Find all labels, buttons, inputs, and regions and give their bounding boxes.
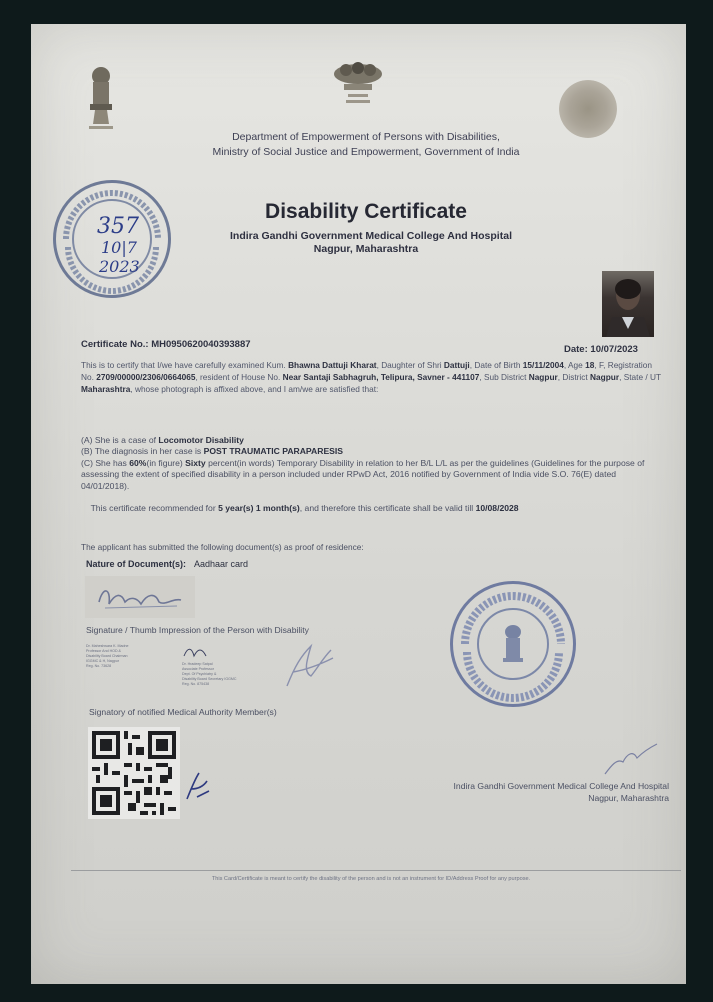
certificate-paper <box>31 24 686 984</box>
hospital-signature-line-1: Indira Gandhi Government Medical College And Hospital <box>453 781 669 791</box>
hospital-seal-icon <box>450 581 576 707</box>
department-line-1: Department of Empowerment of Persons with Disabilities, <box>232 131 500 143</box>
certificate-date: Date: 10/07/2023 <box>564 344 638 355</box>
findings-list <box>81 435 666 492</box>
hospital-signature-icon <box>601 740 661 780</box>
validity-statement: This certificate recommended for 5 year(s) 1 month(s), and therefore this certificate shall be valid till 10/08/2028 <box>90 503 519 513</box>
hospital-name: Indira Gandhi Government Medical College And Hospital <box>230 230 512 242</box>
certificate-title: Disability Certificate <box>265 200 467 223</box>
certificate-number: Certificate No.: MH0950620040393887 <box>81 339 251 350</box>
hospital-signature-line-2: Nagpur, Maharashtra <box>588 792 669 803</box>
finding-c: (C) She has 60%(in figure) Sixty percent(in words) Temporary Disability in relation to her B/L L/L as per the guidelines (Guidelines for the purpose of assessing the extent of specified disability in a person included under RPwD Act, 2016 notified by Government of India vide S.O. 76(E) dated 04/01/2018). <box>81 457 645 491</box>
qr-signature-icon <box>183 769 213 803</box>
department-line-2: Ministry of Social Justice and Empowerment, Government of India <box>212 146 520 158</box>
stamp-handwriting-2: 10|7 <box>101 238 137 257</box>
member-2-details: Dr. Hradeep Satpal Associate Professor Dept. Of Psychiatry & Disability Board Secretary IGGMC Reg. No. 875438 <box>182 662 237 686</box>
member-3-signature-icon <box>281 636 341 692</box>
top-right-seal-icon <box>559 80 617 138</box>
authority-signatory-caption: Signatory of notified Medical Authority Member(s) <box>89 707 277 717</box>
qr-code-icon <box>88 727 180 819</box>
finding-b: (B) The diagnosis in her case is POST TRAUMATIC PARAPARESIS <box>81 446 344 457</box>
applicant-signature-caption: Signature / Thumb Impression of the Person with Disability <box>86 625 309 635</box>
document-nature: Nature of Document(s): Aadhaar card <box>86 559 249 569</box>
documents-intro: The applicant has submitted the following document(s) as proof of residence: <box>81 542 364 552</box>
footer-disclaimer: This Card/Certificate is meant to certify the disability of the person and is not an instrument for ID/Address Proof for any purpose. <box>211 876 531 882</box>
national-emblem-icon <box>81 64 121 134</box>
stamp-handwriting-1: 357 <box>97 214 139 239</box>
certification-paragraph: This is to certify that I/we have carefully examined Kum. Bhawna Dattuji Kharat, Daughter of Shri Dattuji, Date of Birth 15/11/2004, Age 18, F, Registration No. 2709/00000/2306/0664065, resident of House No. Near Santaji Sabhagruh, Telipura, Savner - 441107, Sub District Nagpur, District Nagpur, State / UT Maharashtra, whose photograph is affixed above, and I am/we are satisfied that: <box>81 360 661 394</box>
applicant-photo <box>602 271 654 337</box>
authority-members <box>86 644 286 704</box>
member-1-details: Dr. Maheshwara K. Madne Professor And HOD & Disability Board Chairman IGGMC & H, Nagpur Reg. No. 73628 <box>86 644 129 668</box>
hospital-signature-block <box>371 781 669 804</box>
finding-a: (A) She is a case of Locomotor Disability <box>81 435 244 445</box>
member-2-signature-icon <box>182 644 212 660</box>
hospital-location: Nagpur, Maharashtra <box>313 243 419 255</box>
applicant-signature <box>85 576 195 618</box>
department-heading <box>171 130 561 160</box>
stamp-handwriting-3: 2023 <box>99 257 140 276</box>
government-emblem-icon <box>328 60 388 110</box>
footer-divider <box>71 870 681 871</box>
